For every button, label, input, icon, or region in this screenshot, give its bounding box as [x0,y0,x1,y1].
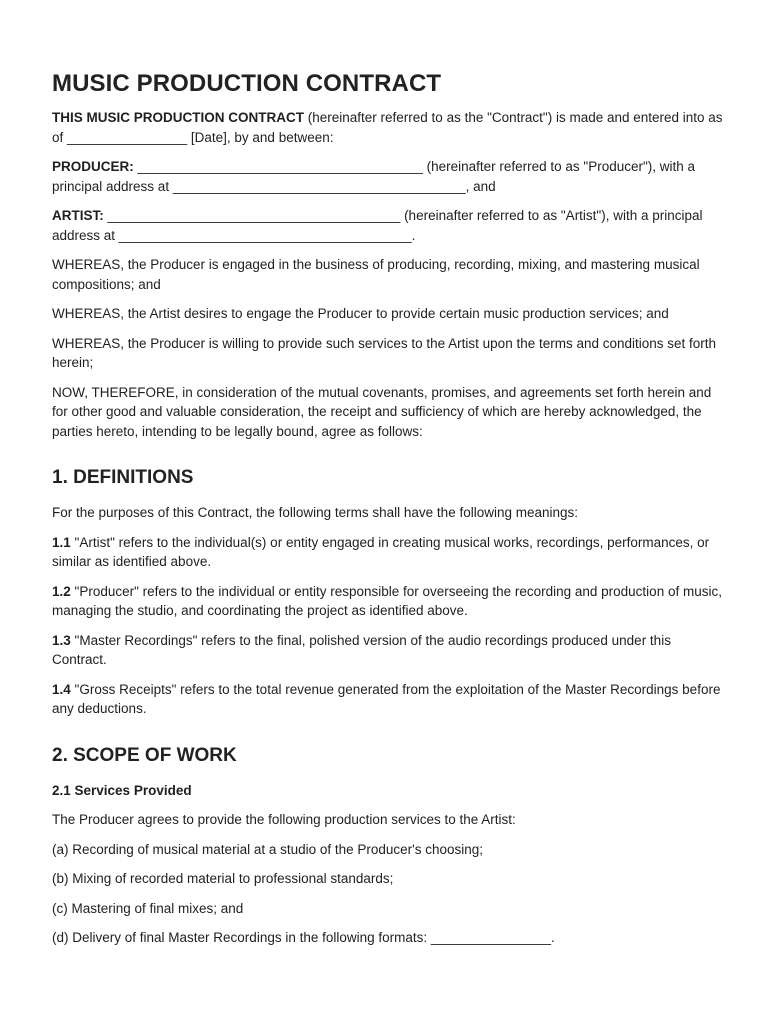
definition-1-4 [52,680,724,719]
definition-number: 1.2 [52,583,71,599]
service-item-a: (a) Recording of musical material at a studio of the Producer's choosing; [52,841,484,857]
intro-paragraph [52,108,724,147]
intro-text: (hereinafter referred to as the "Contract") is made and entered into as of ________________ [Date], by and between: [52,110,723,145]
recital-4: NOW, THEREFORE, in consideration of the mutual covenants, promises, and agreements set forth herein and for other good and valuable consideration, the receipt and sufficiency of which are hereby acknowledged, the parties hereto, intending to be legally bound, agree as follows: [52,384,712,439]
definition-text: "Gross Receipts" refers to the total revenue generated from the exploitation of the Master Recordings before any deductions. [52,681,721,716]
document-title: MUSIC PRODUCTION CONTRACT [52,70,442,97]
service-item-c: (c) Mastering of final mixes; and [52,900,244,916]
section-2-1-subheading: 2.1 Services Provided [52,782,192,798]
definition-number: 1.4 [52,681,71,697]
service-item-b: (b) Mixing of recorded material to professional standards; [52,871,394,886]
section-2-intro: The Producer agrees to provide the following production services to the Artist: [52,812,516,827]
section-2-heading: 2. SCOPE OF WORK [52,744,237,766]
recital-1: WHEREAS, the Producer is engaged in the business of producing, recording, mixing, and mastering musical compositions; and [52,257,700,292]
definition-number: 1.1 [52,534,71,550]
service-item-d: (d) Delivery of final Master Recordings in the following formats: ________________. [52,930,555,945]
definition-text: "Master Recordings" refers to the final, polished version of the audio recordings produced under this Contract. [52,632,671,667]
definition-1-1 [52,533,724,572]
producer-label: PRODUCER: [52,159,134,174]
producer-text: ______________________________________ (hereinafter referred to as "Producer"), with a principal address at _______________________________________, and [52,159,696,194]
artist-paragraph [52,206,724,245]
definition-number: 1.3 [52,632,71,648]
definition-1-3 [52,631,724,670]
artist-label: ARTIST: [52,208,104,223]
contract-page [52,70,724,958]
definition-1-2 [52,582,724,621]
artist-text: _______________________________________ (hereinafter referred to as "Artist"), with a principal address at _______________________________________. [52,208,703,243]
definition-text: "Artist" refers to the individual(s) or entity engaged in creating musical works, recordings, performances, or similar as identified above. [52,534,710,569]
section-1-heading: 1. DEFINITIONS [52,467,194,488]
intro-bold: THIS MUSIC PRODUCTION CONTRACT [52,110,304,125]
recital-2: WHEREAS, the Artist desires to engage the Producer to provide certain music production services; and [52,306,669,321]
definition-text: "Producer" refers to the individual or entity responsible for overseeing the recording and production of music, managing the studio, and coordinating the project as identified above. [52,583,722,618]
recital-3: WHEREAS, the Producer is willing to provide such services to the Artist upon the terms and conditions set forth herein; [52,335,717,370]
section-1-intro: For the purposes of this Contract, the following terms shall have the following meanings: [52,505,579,520]
producer-paragraph [52,157,724,196]
